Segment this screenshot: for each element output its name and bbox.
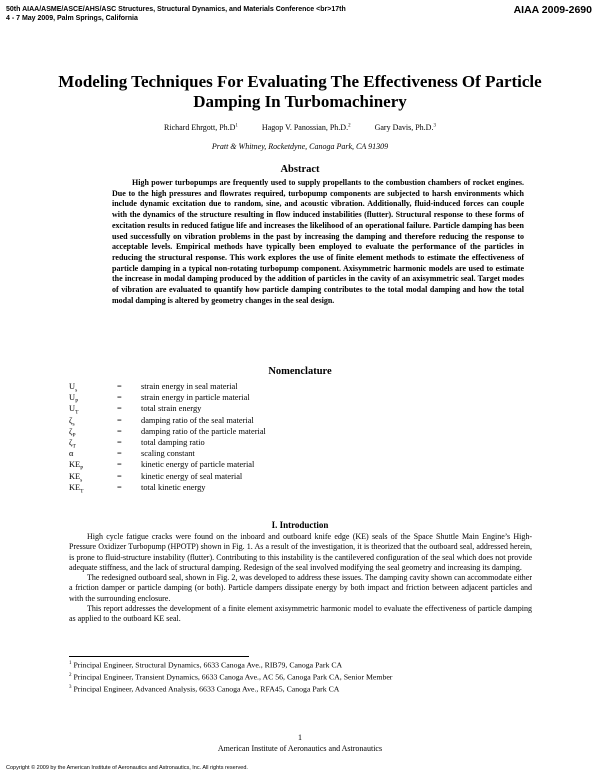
nomenclature-symbol: $KE_T$ — [69, 482, 84, 495]
nomenclature-symbol: α — [69, 449, 74, 459]
footnote-divider — [69, 656, 249, 657]
abstract-heading: Abstract — [280, 164, 320, 175]
nomenclature-definition: damping ratio of the seal material — [141, 415, 254, 425]
nomenclature-definition: strain energy in particle material — [141, 393, 250, 403]
page-number: 1 — [298, 733, 302, 742]
nomenclature-symbol: $\zeta_s$ — [69, 415, 75, 428]
nomenclature-symbol: $\zeta_P$ — [69, 426, 76, 439]
paragraph: The redesigned outboard seal, shown in Fig. 2, was developed to address these issues. The damping cavity shown can accommodate either a friction damper or particle damping (or both). Particle dampers dissipate energy by both impact and friction between adjacent particles and with the surrounding enclosure. — [69, 573, 532, 603]
nomenclature-heading: Nomenclature — [268, 366, 332, 377]
nomenclature-symbol: $KE_P$ — [69, 460, 84, 472]
introduction-body — [69, 532, 532, 625]
organization-footer: American Institute of Aeronautics and Astronautics — [217, 744, 383, 753]
nomenclature-definition: total strain energy — [141, 404, 202, 414]
footnotes — [69, 659, 392, 694]
footnote: $^1$ Principal Engineer, Structural Dynamics, 6633 Canoga Ave., RIB79, Canoga Park CA — [69, 660, 343, 670]
conference-line-2: 4 - 7 May 2009, Palm Springs, California — [6, 15, 138, 22]
footnote: $^3$ Principal Engineer, Advanced Analysis, 6633 Canoga Ave., RFA45, Canoga Park CA — [69, 684, 340, 694]
nomenclature-definition: total kinetic energy — [141, 482, 206, 492]
conference-line-1: 50th AIAA/ASME/ASCE/AHS/ASC Structures, Structural Dynamics, and Materials Conference <br>17th — [6, 6, 346, 13]
author: Hagop V. Panossian, Ph.D.$^2$ — [261, 123, 351, 132]
introduction-heading: I. Introduction — [271, 520, 329, 530]
abstract-text: High power turbopumps are frequently used to supply propellants to the combustion chambers of rocket engines. Due to the high pressures and flowrates required, turbopump components are subjected to harsh environments which include dynamic excitation due to random, sine, and acoustic vibration. Additionally, fluid-induced forces can couple with the dynamics of the structure resulting in flow induced instabilities (flutter). Structural response to these forms of excitation results in reduced fatigue life and increases the likelihood of an operational failure. Particle damping has been used successfully on vibration problems in the past by increasing the damping and therefore reducing the response to acceptable levels. Empirical methods have typically been employed to evaluate the performance of the particles in reducing the structural response. This work explores the use of finite element methods to estimate the effectiveness of particle damping in a typical non-rotating turbopump component. Axisymmetric harmonic models are used to estimate the increase in modal damping produced by the addition of particles in the cavity of an axisymmetric seal. Target modes of vibration are evaluated to quantify how particle damping contributes to the total modal damping and how the total modal damping is altered by geometry changes in the seal design. — [112, 178, 524, 305]
nomenclature-symbol: $KE_s$ — [69, 471, 83, 484]
footnote: $^2$ Principal Engineer, Transient Dynamics, 6633 Canoga Ave., AC 56, Canoga Park CA, Senior Member — [69, 672, 393, 682]
nomenclature-symbol: $U_P$ — [69, 393, 79, 405]
nomenclature-definition: kinetic energy of seal material — [141, 471, 243, 481]
nomenclature-definition: kinetic energy of particle material — [141, 460, 255, 470]
nomenclature-definition: damping ratio of the particle material — [141, 426, 266, 436]
nomenclature-definition: strain energy in seal material — [141, 382, 238, 391]
paper-id: AIAA 2009-2690 — [513, 4, 592, 16]
copyright-notice: Copyright © 2009 by the American Institute of Aeronautics and Astronautics, Inc. All rights reserved. — [6, 765, 248, 771]
paragraph: This report addresses the development of a finite element axisymmetric harmonic model to evaluate the effectiveness of particle damping as applied to the outboard KE seal. — [69, 604, 532, 624]
conference-header — [6, 5, 426, 23]
nomenclature-symbol: $U_T$ — [69, 404, 79, 417]
author: Gary Davis, Ph.D.$^3$ — [374, 123, 436, 132]
author-list — [0, 123, 600, 132]
nomenclature-definition: total damping ratio — [141, 437, 205, 447]
paragraph: High cycle fatigue cracks were found on the inboard and outboard knife edge (KE) seals of the Space Shuttle Main Engine’s High-Pressure Oxidizer Turbopump (HPOTP) shown in Fig. 1. As a result of the investigation, it is theorized that the outboard seal, addressed herein, is prone to fluid-structure instability (flutter). Contributing to this instability is the cantilevered configuration of the seal which does not provide adequate stiffness, and the lack of structural damping. Redesign of the seal involved modifying the seal geometry and increasing its damping. — [69, 532, 532, 572]
author: Richard Ehrgott, $Ph.D^1$ — [164, 123, 238, 132]
paper-title: Modeling Techniques For Evaluating The Effectiveness Of Particle Damping In Turbomachinery — [58, 72, 542, 111]
nomenclature-symbol: $\zeta_T$ — [69, 437, 76, 450]
nomenclature-symbol: $U_s$ — [69, 382, 78, 394]
nomenclature-definition: scaling constant — [141, 449, 195, 459]
affiliation: Pratt & Whitney, Rocketdyne, Canoga Park, CA 91309 — [211, 142, 389, 151]
